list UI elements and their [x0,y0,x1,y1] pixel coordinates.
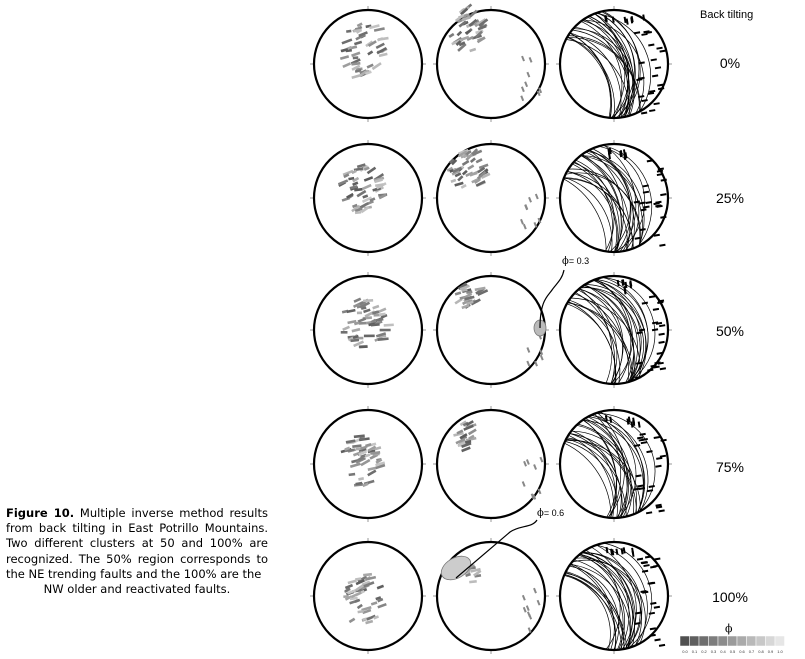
slip-marker [610,148,611,154]
slip-marker [661,180,667,181]
slip-marker [657,174,663,175]
vector-mark [376,597,381,599]
stereonet-r1-c2 [556,140,672,256]
vector-mark [363,196,368,198]
vector-mark [469,581,476,582]
scale-tick-label: 0.4 [720,649,726,654]
vector-mark [350,186,357,188]
vector-mark [365,444,371,446]
vector-mark [355,600,360,602]
slip-marker [656,458,662,459]
stereonet-circle [314,542,422,650]
slip-marker [616,549,617,555]
slip-marker [636,79,642,80]
vector-mark [347,310,356,312]
slip-marker [648,583,654,584]
scale-swatch [766,636,776,646]
scale-tick-label: 1.0 [777,649,783,654]
stereonet-r2-c0 [310,272,426,388]
scale-tick-label: 0.0 [682,649,688,654]
slip-marker [656,505,662,506]
vector-mark [346,441,355,443]
slip-marker [657,353,663,354]
scale-phi-symbol: ϕ [725,622,733,635]
row-label-25: 25% [715,190,745,206]
vector-mark [375,184,383,185]
vector-mark [384,325,394,326]
scale-tick-label: 0.6 [739,649,745,654]
slip-marker [647,370,653,371]
vector-mark [354,189,362,190]
slip-marker [660,456,666,457]
slip-marker [641,442,647,443]
vector-mark [541,355,543,360]
slip-marker [606,415,607,421]
caption-label: Figure 10. [6,506,75,520]
stereonet-circle [437,276,545,384]
slip-marker [633,420,634,426]
vector-mark [466,574,471,576]
stereonet-circle [314,410,422,518]
slip-marker [610,417,611,423]
slip-marker [606,547,607,553]
scale-swatch [737,636,747,646]
slip-marker [634,32,640,33]
slip-marker [654,235,660,236]
vector-mark [354,169,363,170]
row-label-75: 75% [715,459,745,475]
slip-marker [634,489,640,490]
slip-marker [606,16,607,22]
vector-mark [370,452,380,453]
scale-swatch [690,636,700,646]
caption-last-line: NW older and reactivated faults. [43,582,231,597]
slip-marker [641,34,647,35]
stereonet-r3-c2 [556,406,672,522]
vector-mark [364,168,369,170]
scale-swatch [728,636,738,646]
slip-marker [652,322,658,323]
vector-mark [352,446,361,447]
slip-marker [627,19,628,25]
stereonet-circle [437,10,545,118]
slip-marker [634,445,640,446]
scale-tick-label: 0.2 [701,649,707,654]
slip-marker [640,209,646,210]
slip-marker [649,613,655,614]
slip-marker [650,566,656,567]
slip-marker [660,217,666,218]
scale-tick-label: 0.8 [758,649,764,654]
row-label-100: 100% [712,589,748,605]
slip-marker [657,85,663,86]
slip-marker [631,17,632,23]
slip-marker [658,88,664,89]
slip-marker [650,603,656,604]
slip-marker [655,205,661,206]
slip-marker [630,282,631,288]
slip-marker [657,48,663,49]
stereonet-r4-c2 [556,538,672,654]
phi-symbol: ϕ [537,508,544,519]
vector-mark [455,293,461,295]
stereonet-r2-c2 [556,272,672,388]
slip-marker [637,332,643,333]
slip-marker [625,152,626,158]
vector-mark [356,483,363,484]
stereonet-r4-c0 [310,538,426,654]
stereonet-r3-c0 [310,406,426,522]
phi-annotation-100 [537,508,564,519]
phi-annotation-50 [562,256,589,267]
vector-mark [378,38,388,40]
slip-marker [643,206,649,207]
slip-marker [659,510,665,511]
slip-marker [655,202,661,203]
vector-mark [379,314,386,315]
slip-marker [639,330,645,331]
slip-marker [623,279,624,285]
row-label-50: 50% [715,323,745,339]
slip-marker [641,113,647,114]
vector-mark [538,489,540,494]
slip-marker [635,377,641,378]
slip-marker [639,422,640,428]
vector-mark [354,323,359,325]
slip-marker [648,45,654,46]
slip-marker [635,623,641,624]
slip-marker [635,238,641,239]
slip-marker [643,192,649,193]
vector-mark [475,288,486,290]
slip-marker [620,151,621,157]
vector-mark [363,300,373,301]
slip-marker [649,91,655,92]
scale-swatch [718,636,728,646]
slip-marker [636,363,642,364]
stereonet-r1-c0 [310,140,426,256]
slip-marker [625,17,626,23]
slip-marker [654,558,660,559]
vector-mark [345,448,350,450]
phi-value: = 0.6 [543,508,565,518]
slip-marker [637,437,643,438]
row-label-0: 0% [719,55,741,71]
vector-mark [353,336,358,338]
slip-marker [625,282,626,288]
slip-marker [627,419,628,425]
scale-swatch [756,636,766,646]
slip-marker [653,309,659,310]
slip-marker [658,168,664,169]
vector-mark [355,212,361,213]
vector-mark [376,319,384,320]
slip-marker [659,645,665,646]
phi-symbol: ϕ [562,256,569,267]
slip-marker [649,486,655,487]
slip-marker [637,559,643,560]
slip-marker [618,280,619,286]
slip-marker [656,507,662,508]
phi-value: = 0.3 [568,256,590,266]
slip-marker [647,490,653,491]
slip-marker [654,437,660,438]
slip-marker [640,229,646,230]
slip-marker [613,17,614,23]
vector-mark [451,180,456,182]
vector-mark [374,616,379,618]
slip-marker [631,422,632,428]
slip-marker [645,556,651,557]
slip-marker [660,51,666,52]
vector-mark [359,347,368,348]
stereonet-r3-c1 [433,406,549,522]
vector-mark [378,339,389,340]
slip-marker [647,160,653,161]
slip-marker [629,417,630,423]
vector-mark [358,478,363,479]
scale-swatch [747,636,757,646]
slip-marker [649,296,655,297]
stereonet-r1-c1 [433,140,549,256]
vector-mark [539,88,541,93]
slip-marker [646,32,652,33]
slip-marker [624,547,625,553]
scale-swatch [699,636,709,646]
slip-marker [660,194,666,195]
vector-mark [346,31,351,32]
scale-tick-label: 0.1 [691,649,698,654]
slip-marker [643,185,649,186]
vector-mark [349,474,355,475]
slip-marker [655,67,661,68]
slip-marker [646,202,652,203]
slip-marker [654,103,660,104]
slip-marker [657,171,663,172]
slip-marker [642,100,648,101]
slip-marker [648,93,654,94]
scale-swatch [680,636,690,646]
slip-marker [642,562,648,563]
slip-marker [642,571,648,572]
slip-marker [659,334,665,335]
vector-mark [353,205,358,207]
slip-marker [622,548,623,554]
scale-tick-label: 0.5 [729,649,736,654]
vector-mark [350,598,358,599]
column-header: Back tilting [700,9,754,21]
caption-text: Multiple inverse method results from back tilting in East Potrillo Mountains. Two different clusters at 50 and 100% are recognized. The 50% region corresponds to the NE trending faults and the 100% are the [6,506,268,581]
slip-marker [650,628,656,629]
slip-marker [647,451,653,452]
slip-marker [639,62,645,63]
stereonet-r0-c2 [556,6,672,122]
slip-marker [652,75,658,76]
vector-mark [466,292,472,293]
scale-swatch [709,636,719,646]
stereonet-r0-c1 [433,5,549,122]
slip-marker [642,303,648,304]
slip-marker [652,329,658,330]
scale-tick-label: 0.3 [710,649,717,654]
stereonet-r2-c1 [433,272,549,388]
slip-marker [658,300,664,301]
slip-marker [654,607,660,608]
vector-mark [535,361,537,366]
scale-tick-label: 0.9 [767,649,774,654]
vector-mark [350,340,359,341]
vector-mark [355,70,361,71]
slip-marker [655,639,661,640]
slip-marker [658,363,664,364]
vector-mark [372,312,379,314]
slip-marker [661,440,667,441]
slip-marker [654,366,660,367]
stereonet-r0-c0 [310,6,426,122]
slip-marker [659,245,665,246]
slip-marker [639,440,645,441]
slip-marker [634,201,640,202]
slip-marker [651,59,657,60]
slip-marker [635,475,641,476]
slip-marker [640,434,646,435]
slip-marker [659,325,665,326]
slip-marker [646,512,652,513]
vector-mark [355,578,361,579]
slip-marker [655,466,661,467]
slip-marker [612,549,613,555]
slip-marker [633,551,634,557]
slip-marker [650,635,656,636]
vector-mark [348,178,354,179]
figure-caption [6,506,268,597]
vector-mark [371,602,377,604]
slip-marker [639,488,645,489]
vector-mark [461,155,467,157]
slip-marker [660,368,666,369]
slip-marker [644,565,650,566]
slip-marker [635,613,641,614]
vector-mark [341,49,348,51]
stereonet-r4-c1 [433,538,549,654]
phi-color-scale [680,636,785,646]
vector-mark [538,91,540,96]
slip-marker [637,485,643,486]
vector-mark [371,324,380,325]
scale-tick-label: 0.7 [748,649,755,654]
scale-swatch [775,636,785,646]
vector-mark [365,455,370,457]
slip-marker [659,342,665,343]
stereonet-circle [314,276,422,384]
vector-mark [465,441,471,442]
slip-marker [639,202,645,203]
vector-mark [461,290,467,291]
vector-mark [354,436,365,437]
vector-mark [351,63,360,64]
vector-mark [363,574,372,575]
slip-marker [642,592,648,593]
vector-mark [358,611,364,612]
slip-marker [638,96,644,97]
slip-marker [625,288,626,294]
slip-marker [649,110,655,111]
slip-marker [643,15,644,21]
